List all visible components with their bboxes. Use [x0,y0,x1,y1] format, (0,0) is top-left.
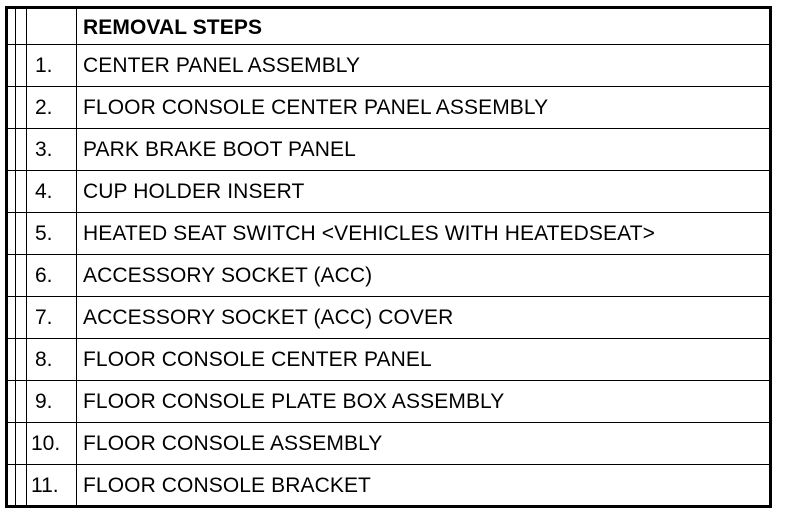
step-text: CUP HOLDER INSERT [83,180,305,203]
table-row [8,255,769,297]
table-row [8,87,769,129]
table-header-title: REMOVAL STEPS [83,16,263,39]
table-row [8,423,769,465]
step-number: 3. [35,138,53,161]
step-text: FLOOR CONSOLE CENTER PANEL [83,348,432,371]
step-text: FLOOR CONSOLE PLATE BOX ASSEMBLY [83,390,505,413]
step-text: PARK BRAKE BOOT PANEL [83,138,356,161]
table-row [8,171,769,213]
step-number: 7. [35,306,53,329]
step-number: 10. [31,432,61,455]
step-number: 5. [35,222,53,245]
table-header-row [8,9,769,45]
table-row [8,339,769,381]
step-text: FLOOR CONSOLE ASSEMBLY [83,432,383,455]
step-number: 2. [35,96,53,119]
step-number: 11. [31,474,59,497]
table-row [8,45,769,87]
step-text: ACCESSORY SOCKET (ACC) COVER [83,306,454,329]
table-row [8,297,769,339]
step-text: FLOOR CONSOLE CENTER PANEL ASSEMBLY [83,96,549,119]
table-row [8,381,769,423]
step-text: ACCESSORY SOCKET (ACC) [83,264,373,287]
table-row [8,465,769,507]
step-text: FLOOR CONSOLE BRACKET [83,474,371,497]
step-text: CENTER PANEL ASSEMBLY [83,54,361,77]
step-number: 6. [35,264,53,287]
removal-steps-table [5,6,772,508]
table-row [8,129,769,171]
step-text: HEATED SEAT SWITCH <VEHICLES WITH HEATEDSEAT> [83,222,655,245]
step-number: 4. [35,180,53,203]
table-row [8,213,769,255]
step-number: 8. [35,348,53,371]
step-number: 9. [35,390,53,413]
step-number: 1. [35,54,53,77]
